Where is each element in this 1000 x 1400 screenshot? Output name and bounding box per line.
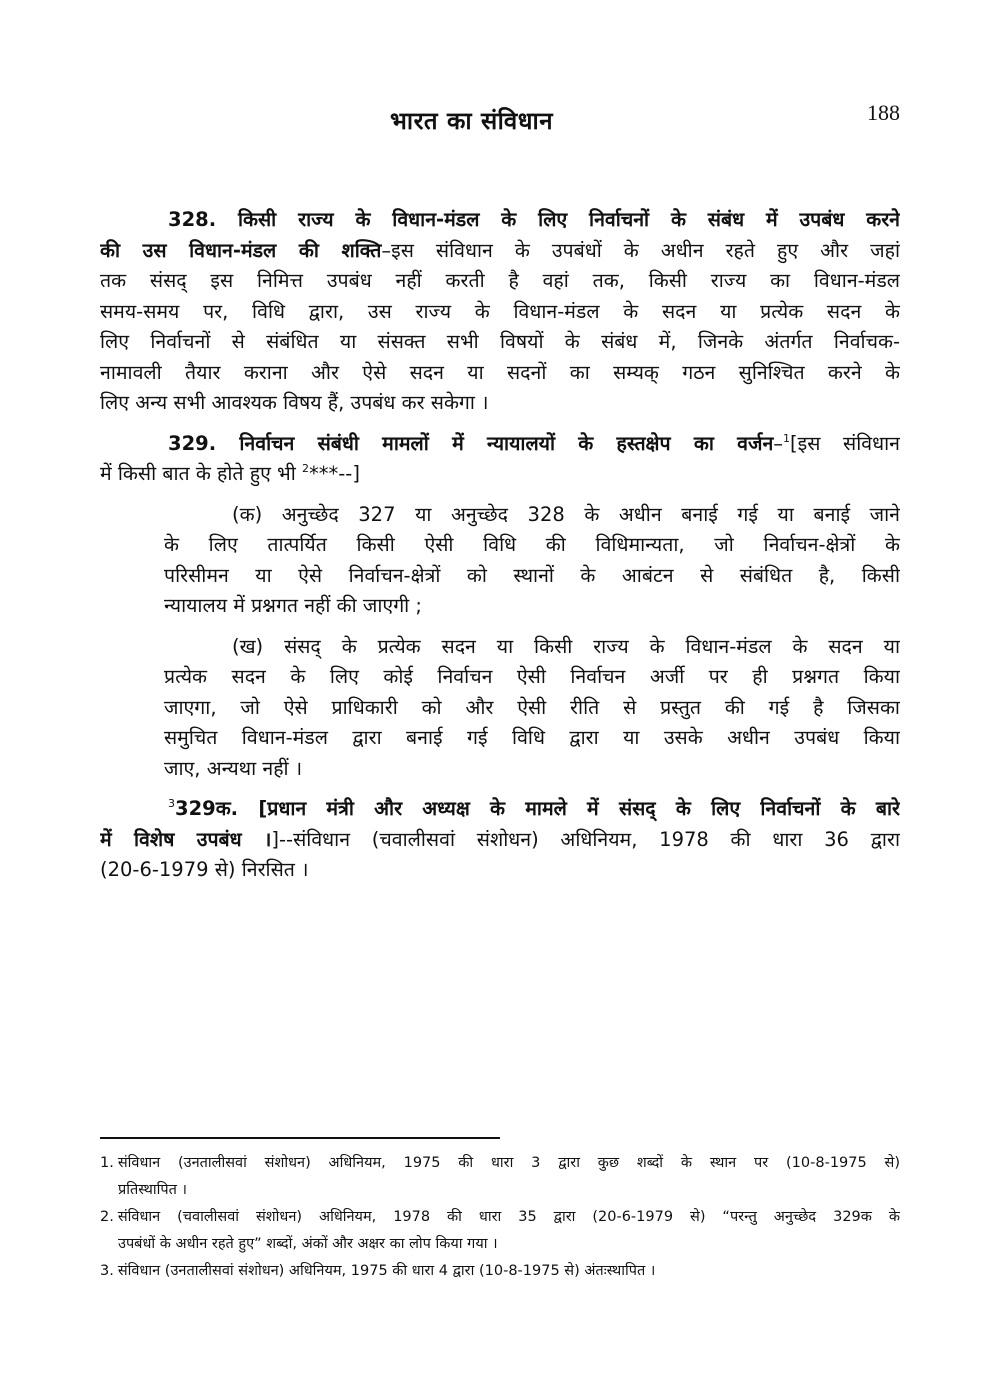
article-328-heading: 328. किसी राज्य के विधान-मंडल के लिए निर्वाचनों के संबंध में उपबंध करने — [168, 208, 900, 231]
article-329a-heading-cont: में विशेष उपबंध । — [100, 827, 272, 851]
article-328-line: लिए निर्वाचनों से संबंधित या संसक्त सभी विषयों के संबंध में, जिनके अंतर्गत निर्वाचक- — [100, 330, 900, 353]
article-328 — [100, 205, 900, 419]
footnote-line — [100, 1258, 900, 1285]
article-329a-heading: 329क. [प्रधान मंत्री और अध्यक्ष के मामले में संसद् के लिए निर्वाचनों के बारे — [175, 797, 900, 820]
footnote-1 — [100, 1150, 900, 1204]
footnote-divider — [100, 1137, 500, 1139]
article-329a-heading-line — [100, 794, 900, 825]
footnote-number: 3. — [100, 1263, 114, 1279]
article-328-heading-cont: की उस विधान-मंडल की शक्ति — [100, 238, 382, 262]
clause-kha-line: जाए, अन्यथा नहीं । — [164, 756, 303, 780]
article-329-heading-line — [100, 429, 900, 460]
article-329-heading: 329. निर्वाचन संबंधी मामलों में न्यायालयों के हस्तक्षेप का वर्जन — [168, 431, 774, 455]
footnotes — [100, 1150, 900, 1285]
article-328-line: लिए अन्य सभी आवश्यक विषय हैं, उपबंध कर सकेगा । — [100, 391, 489, 414]
clause-kha-line: जाएगा, जो ऐसे प्राधिकारी को और ऐसी रीति से प्रस्तुत की गई है जिसका — [164, 695, 900, 719]
clause-kha-line: (ख) संसद् के प्रत्येक सदन या किसी राज्य के विधान-मंडल के सदन या — [232, 634, 900, 658]
footnote-ref-2[interactable]: 2 — [302, 462, 310, 475]
footnote-line — [100, 1150, 900, 1177]
article-329a-text: ]--संविधान (चवालीसवां संशोधन) अधिनियम, 1978 की धारा 36 द्वारा — [271, 827, 900, 851]
footnote-line — [100, 1204, 900, 1231]
footnote-3 — [100, 1258, 900, 1285]
footnote-line: प्रतिस्थापित । — [118, 1182, 188, 1198]
article-329-line — [100, 459, 900, 490]
article-329a-line: (20-6-1979 से) निरसित । — [100, 858, 309, 881]
clause-kha-line: प्रत्येक सदन के लिए कोई निर्वाचन ऐसी निर्वाचन अर्जी पर ही प्रश्नगत किया — [164, 665, 900, 688]
clause-ka-line: (क) अनुच्छेद 327 या अनुच्छेद 328 के अधीन बनाई गई या बनाई जाने — [232, 502, 900, 526]
footnote-text: संविधान (उनतालीसवां संशोधन) अधिनियम, 1975 की धारा 3 द्वारा कुछ शब्दों के स्थान पर (10-8-1975 से) — [117, 1155, 900, 1171]
clause-ka-line: न्यायालय में प्रश्नगत नहीं की जाएगी ; — [164, 594, 422, 617]
footnote-ref-3[interactable]: 3 — [168, 797, 175, 810]
page-title: भारत का संविधान — [390, 107, 554, 135]
article-329-text: [इस संविधान — [790, 431, 900, 455]
article-329-text: में किसी बात के होते हुए भी — [100, 462, 303, 485]
page-header — [0, 100, 1000, 140]
clause-ka — [164, 500, 900, 622]
article-328-line: समय-समय पर, विधि द्वारा, उस राज्य के विधान-मंडल के सदन या प्रत्येक सदन के — [100, 299, 900, 323]
clause-kha — [164, 632, 900, 785]
footnote-number: 2. — [100, 1209, 114, 1225]
document-body — [100, 205, 900, 896]
clause-kha-line: समुचित विधान-मंडल द्वारा बनाई गई विधि द्वारा या उसके अधीन उपबंध किया — [164, 726, 900, 749]
footnote-text: संविधान (चवालीसवां संशोधन) अधिनियम, 1978 की धारा 35 द्वारा (20-6-1979 से) “परन्तु अनुच्छेद 329क के — [117, 1209, 900, 1225]
article-328-text: –इस संविधान के उपबंधों के अधीन रहते हुए और जहां — [381, 238, 900, 262]
article-329-dash: – — [773, 431, 784, 455]
omission-marker: ***--] — [309, 462, 360, 485]
footnote-number: 1. — [100, 1155, 114, 1171]
footnote-line: उपबंधों के अधीन रहते हुए” शब्दों, अंकों और अक्षर का लोप किया गया । — [118, 1236, 498, 1252]
article-328-line — [100, 236, 900, 267]
clause-ka-line: के लिए तात्पर्यित किसी ऐसी विधि की विधिमान्यता, जो निर्वाचन-क्षेत्रों के — [164, 533, 900, 556]
article-328-line: तक संसद् इस निमित्त उपबंध नहीं करती है वहां तक, किसी राज्य का विधान-मंडल — [100, 269, 900, 292]
clause-ka-line: परिसीमन या ऐसे निर्वाचन-क्षेत्रों को स्थानों के आबंटन से संबंधित है, किसी — [164, 563, 900, 587]
footnote-text: संविधान (उनतालीसवां संशोधन) अधिनियम, 1975 की धारा 4 द्वारा (10-8-1975 से) अंतःस्थापित । — [117, 1263, 656, 1279]
footnote-2 — [100, 1204, 900, 1258]
article-328-line: नामावली तैयार कराना और ऐसे सदन या सदनों का सम्यक् गठन सुनिश्चित करने के — [100, 360, 900, 384]
article-329a — [100, 794, 900, 886]
article-329 — [100, 429, 900, 490]
footnote-ref-1[interactable]: 1 — [783, 431, 791, 445]
page-number: 188 — [867, 100, 900, 125]
article-329a-line — [100, 825, 900, 856]
